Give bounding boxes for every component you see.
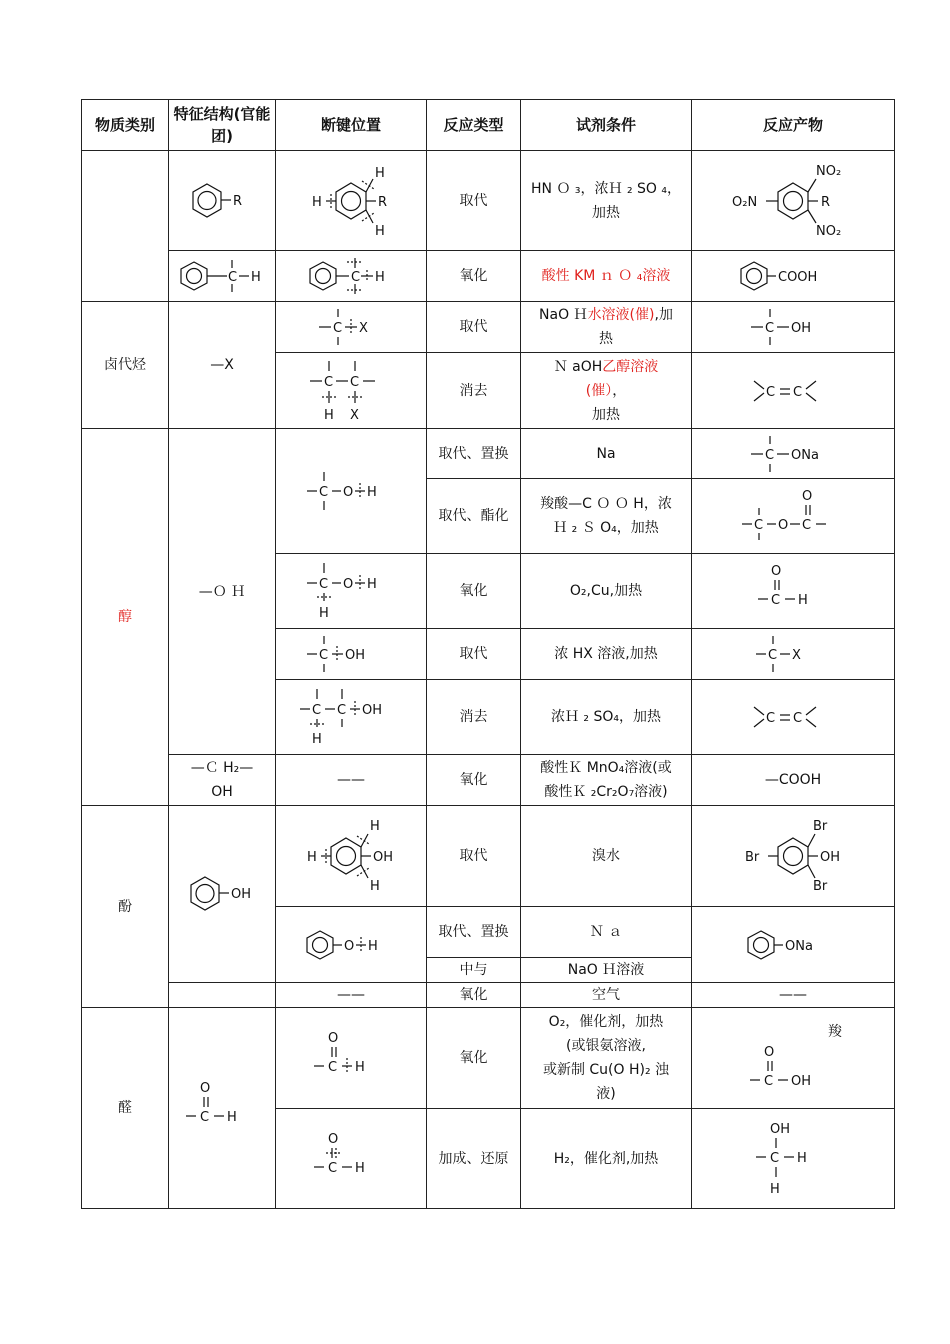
- svg-text:O: O: [771, 564, 782, 579]
- product-cell: [692, 907, 895, 983]
- conditions-cell: Na: [521, 429, 692, 479]
- product-cell: [692, 353, 895, 429]
- svg-text:OH: OH: [791, 321, 812, 336]
- phenol-bromination-bond: [291, 816, 411, 896]
- bond-cell: [276, 554, 427, 629]
- header-bond: 断键位置: [276, 100, 427, 151]
- no2-top: NO₂: [816, 163, 842, 179]
- type-cell: 取代: [427, 629, 521, 680]
- type-cell: 消去: [427, 680, 521, 755]
- header-category: 物质类别: [82, 100, 169, 151]
- svg-text:H: H: [370, 879, 380, 894]
- svg-text:H: H: [368, 938, 378, 954]
- alkene-product: [748, 697, 838, 737]
- conditions-cell: HN Ｏ ₃，浓Ｈ ₂ SO ₄， 加热: [521, 151, 692, 251]
- svg-text:C: C: [333, 321, 343, 336]
- svg-text:H: H: [251, 270, 261, 285]
- svg-text:X: X: [792, 648, 801, 663]
- svg-text:O: O: [343, 485, 354, 500]
- svg-text:OH: OH: [362, 703, 383, 718]
- svg-text:OH: OH: [373, 850, 394, 865]
- bond-cell: [276, 907, 427, 983]
- product-cell: [692, 554, 895, 629]
- svg-text:H: H: [355, 1060, 365, 1075]
- phenol-structure: [177, 869, 267, 919]
- conditions-cell: 酸性 KM ｎ Ｏ ₄溶液: [521, 251, 692, 302]
- svg-text:C: C: [754, 518, 764, 533]
- svg-text:C: C: [765, 447, 775, 463]
- bond-cell: ——: [276, 755, 427, 806]
- type-cell: 取代、置换: [427, 907, 521, 958]
- svg-text:H: H: [307, 850, 317, 865]
- c-x-bond: [311, 305, 391, 349]
- elimination-bond: [306, 359, 396, 423]
- svg-text:O: O: [328, 1131, 339, 1147]
- c-oh-bond: [301, 632, 401, 676]
- svg-text:H: H: [324, 407, 334, 423]
- header-conditions: 试剂条件: [521, 100, 692, 151]
- phenol-oh-bond: [296, 923, 406, 967]
- svg-text:ONa: ONa: [785, 938, 813, 954]
- bond-cell: [276, 629, 427, 680]
- conditions-cell: NaO Ｈ溶液: [521, 958, 692, 983]
- svg-text:H: H: [797, 1150, 807, 1166]
- bond-cell: [276, 680, 427, 755]
- feature-cell: [169, 1008, 276, 1209]
- svg-text:C: C: [770, 1150, 780, 1166]
- svg-text:C: C: [766, 711, 776, 726]
- bond-cell: [276, 1109, 427, 1209]
- svg-text:C: C: [350, 374, 360, 390]
- feature-cell: —X: [169, 302, 276, 429]
- table-row: [82, 151, 895, 251]
- product-cell: [692, 806, 895, 907]
- svg-text:O: O: [343, 577, 354, 592]
- category-aldehyde: 醛: [82, 1008, 169, 1209]
- h-bottom: H: [375, 223, 385, 239]
- feature-cell: [169, 151, 276, 251]
- tribromophenol-product: [723, 816, 863, 896]
- conditions-cell: NaO Ｈ水溶液(催),加 热: [521, 302, 692, 353]
- header-feature: 特征结构(官能团): [169, 100, 276, 151]
- feature-cell: —Ｃ H₂— OH: [169, 755, 276, 806]
- bond-cell: [276, 353, 427, 429]
- type-cell: 中与: [427, 958, 521, 983]
- svg-text:H: H: [312, 732, 322, 747]
- svg-text:C: C: [768, 648, 778, 663]
- svg-text:Br: Br: [813, 819, 828, 834]
- bond-cell: [276, 806, 427, 907]
- svg-text:C: C: [319, 648, 329, 663]
- aldehyde-co-bond: [306, 1129, 396, 1189]
- type-cell: 取代: [427, 302, 521, 353]
- svg-text:X: X: [350, 407, 359, 423]
- svg-text:OH: OH: [345, 648, 366, 663]
- svg-text:X: X: [359, 321, 368, 336]
- table-row: [82, 806, 895, 907]
- dehydration-bond: [296, 687, 406, 747]
- svg-text:C: C: [771, 593, 781, 608]
- product-cell: [692, 1109, 895, 1209]
- table-row: [82, 429, 895, 479]
- conditions-cell: H₂，催化剂,加热: [521, 1109, 692, 1209]
- h-left: H: [312, 194, 322, 210]
- product-cell: [692, 629, 895, 680]
- type-cell: 消去: [427, 353, 521, 429]
- header-type: 反应类型: [427, 100, 521, 151]
- feature-cell: [169, 251, 276, 302]
- alcohol-product: [743, 305, 843, 349]
- svg-text:OH: OH: [820, 850, 841, 865]
- svg-text:COOH: COOH: [778, 270, 818, 285]
- table-row: [82, 302, 895, 353]
- svg-text:C: C: [228, 270, 238, 285]
- product-cell: ——: [692, 983, 895, 1008]
- product-cell: [692, 251, 895, 302]
- conditions-cell: 浓Ｈ ₂ SO₄，加热: [521, 680, 692, 755]
- category-alcohol: 醇: [82, 429, 169, 806]
- r-label: R: [378, 194, 388, 210]
- table-row: [82, 755, 895, 806]
- svg-text:H: H: [375, 270, 385, 285]
- svg-text:O: O: [328, 1031, 339, 1046]
- type-cell: 氧化: [427, 755, 521, 806]
- table-row: [82, 983, 895, 1008]
- bond-cell: [276, 302, 427, 353]
- feature-cell: —Ｏ Ｈ: [169, 429, 276, 755]
- svg-text:羧: 羧: [828, 1024, 842, 1040]
- svg-text:OH: OH: [770, 1121, 791, 1137]
- svg-text:C: C: [337, 703, 347, 718]
- type-cell: 取代: [427, 151, 521, 251]
- header-product: 反应产物: [692, 100, 895, 151]
- toluene-structure: [172, 256, 272, 296]
- table-row: [82, 251, 895, 302]
- svg-text:H: H: [227, 1110, 237, 1125]
- svg-text:C: C: [351, 270, 361, 285]
- product-cell: [692, 302, 895, 353]
- svg-text:O: O: [764, 1045, 775, 1060]
- no2-bottom: NO₂: [816, 223, 842, 239]
- svg-text:C: C: [319, 577, 329, 592]
- type-cell: 氧化: [427, 1008, 521, 1109]
- benzoic-acid-product: [728, 256, 858, 296]
- svg-text:O: O: [778, 518, 789, 533]
- product-cell: [692, 479, 895, 554]
- svg-text:Br: Br: [745, 850, 760, 865]
- svg-text:C: C: [200, 1110, 210, 1125]
- bond-cell: [276, 151, 427, 251]
- svg-text:C: C: [319, 485, 329, 500]
- type-cell: 氧化: [427, 251, 521, 302]
- feature-cell: [169, 983, 276, 1008]
- product-cell: [692, 680, 895, 755]
- type-cell: 取代、置换: [427, 429, 521, 479]
- svg-text:C: C: [324, 374, 334, 390]
- carboxylic-acid-product: [698, 1016, 888, 1100]
- svg-text:O: O: [344, 938, 355, 954]
- svg-text:C: C: [328, 1160, 338, 1176]
- r-label: R: [233, 193, 243, 209]
- conditions-cell: 空气: [521, 983, 692, 1008]
- conditions-cell: 羧酸—C Ｏ Ｏ H，浓 Ｈ ₂ Ｓ O₄，加热: [521, 479, 692, 554]
- alkene-product: [748, 371, 838, 411]
- svg-text:H: H: [355, 1160, 365, 1176]
- svg-text:C: C: [328, 1060, 338, 1075]
- product-cell: —COOH: [692, 755, 895, 806]
- conditions-cell: Ｎ ａ: [521, 907, 692, 958]
- svg-text:C: C: [802, 518, 812, 533]
- svg-text:Br: Br: [813, 879, 828, 894]
- header-row: [82, 100, 895, 151]
- svg-text:O: O: [802, 489, 813, 504]
- carbonyl-product: [748, 561, 838, 621]
- svg-text:C: C: [312, 703, 322, 718]
- svg-text:H: H: [319, 606, 329, 621]
- ester-product: [738, 486, 848, 546]
- primary-alcohol-product: [748, 1119, 838, 1199]
- type-cell: 加成、还原: [427, 1109, 521, 1209]
- aldehyde-structure: [182, 1078, 262, 1138]
- conditions-cell: 酸性Ｋ MnO₄溶液(或 酸性Ｋ ₂Cr₂O₇溶液): [521, 755, 692, 806]
- type-cell: 取代: [427, 806, 521, 907]
- o2n-left: O₂N: [732, 194, 758, 210]
- phenoxide-product: [733, 923, 853, 967]
- feature-cell: [169, 806, 276, 983]
- type-cell: 氧化: [427, 554, 521, 629]
- benzene-bond-structure: [296, 161, 406, 241]
- svg-text:OH: OH: [231, 887, 252, 902]
- conditions-cell: 溴水: [521, 806, 692, 907]
- category-phenol: 酚: [82, 806, 169, 1008]
- h-top: H: [375, 165, 385, 181]
- svg-text:H: H: [370, 819, 380, 834]
- benzene-r-structure: [177, 176, 267, 226]
- oxidation-bond: [301, 561, 401, 621]
- bond-cell: [276, 251, 427, 302]
- product-cell: [692, 429, 895, 479]
- svg-text:ONa: ONa: [791, 447, 819, 463]
- o-h-bond: [301, 466, 401, 516]
- svg-text:C: C: [764, 1074, 774, 1089]
- svg-text:H: H: [367, 577, 377, 592]
- svg-text:R: R: [821, 194, 831, 210]
- conditions-cell: 浓 HX 溶液,加热: [521, 629, 692, 680]
- haloalkane-product: [748, 632, 838, 676]
- conditions-cell: O₂,Cu,加热: [521, 554, 692, 629]
- bond-cell: [276, 429, 427, 554]
- table-row: [82, 1008, 895, 1109]
- svg-text:C: C: [793, 711, 803, 726]
- bond-cell: [276, 1008, 427, 1109]
- svg-text:C: C: [766, 384, 776, 400]
- svg-text:H: H: [367, 485, 377, 500]
- conditions-cell: Ｎ aOH乙醇溶液 (催）， 加热: [521, 353, 692, 429]
- svg-text:C: C: [793, 384, 803, 400]
- trinitro-product: [718, 161, 868, 241]
- svg-text:O: O: [200, 1081, 211, 1096]
- product-cell: [692, 1008, 895, 1109]
- type-cell: 氧化: [427, 983, 521, 1008]
- svg-text:H: H: [798, 593, 808, 608]
- svg-text:H: H: [770, 1181, 780, 1197]
- conditions-cell: O₂，催化剂，加热 (或银氨溶液, 或新制 Cu(O H)₂ 浊 液): [521, 1008, 692, 1109]
- type-cell: 取代、酯化: [427, 479, 521, 554]
- bond-cell: ——: [276, 983, 427, 1008]
- category-benzene-cell: [82, 151, 169, 302]
- category-haloalkane: 卤代烃: [82, 302, 169, 429]
- alkoxide-product: [743, 432, 843, 476]
- aldehyde-ch-bond: [306, 1028, 396, 1088]
- reaction-table: [81, 99, 895, 1209]
- svg-text:C: C: [765, 321, 775, 336]
- toluene-bond-structure: [301, 256, 401, 296]
- product-cell: [692, 151, 895, 251]
- svg-text:OH: OH: [791, 1074, 812, 1089]
